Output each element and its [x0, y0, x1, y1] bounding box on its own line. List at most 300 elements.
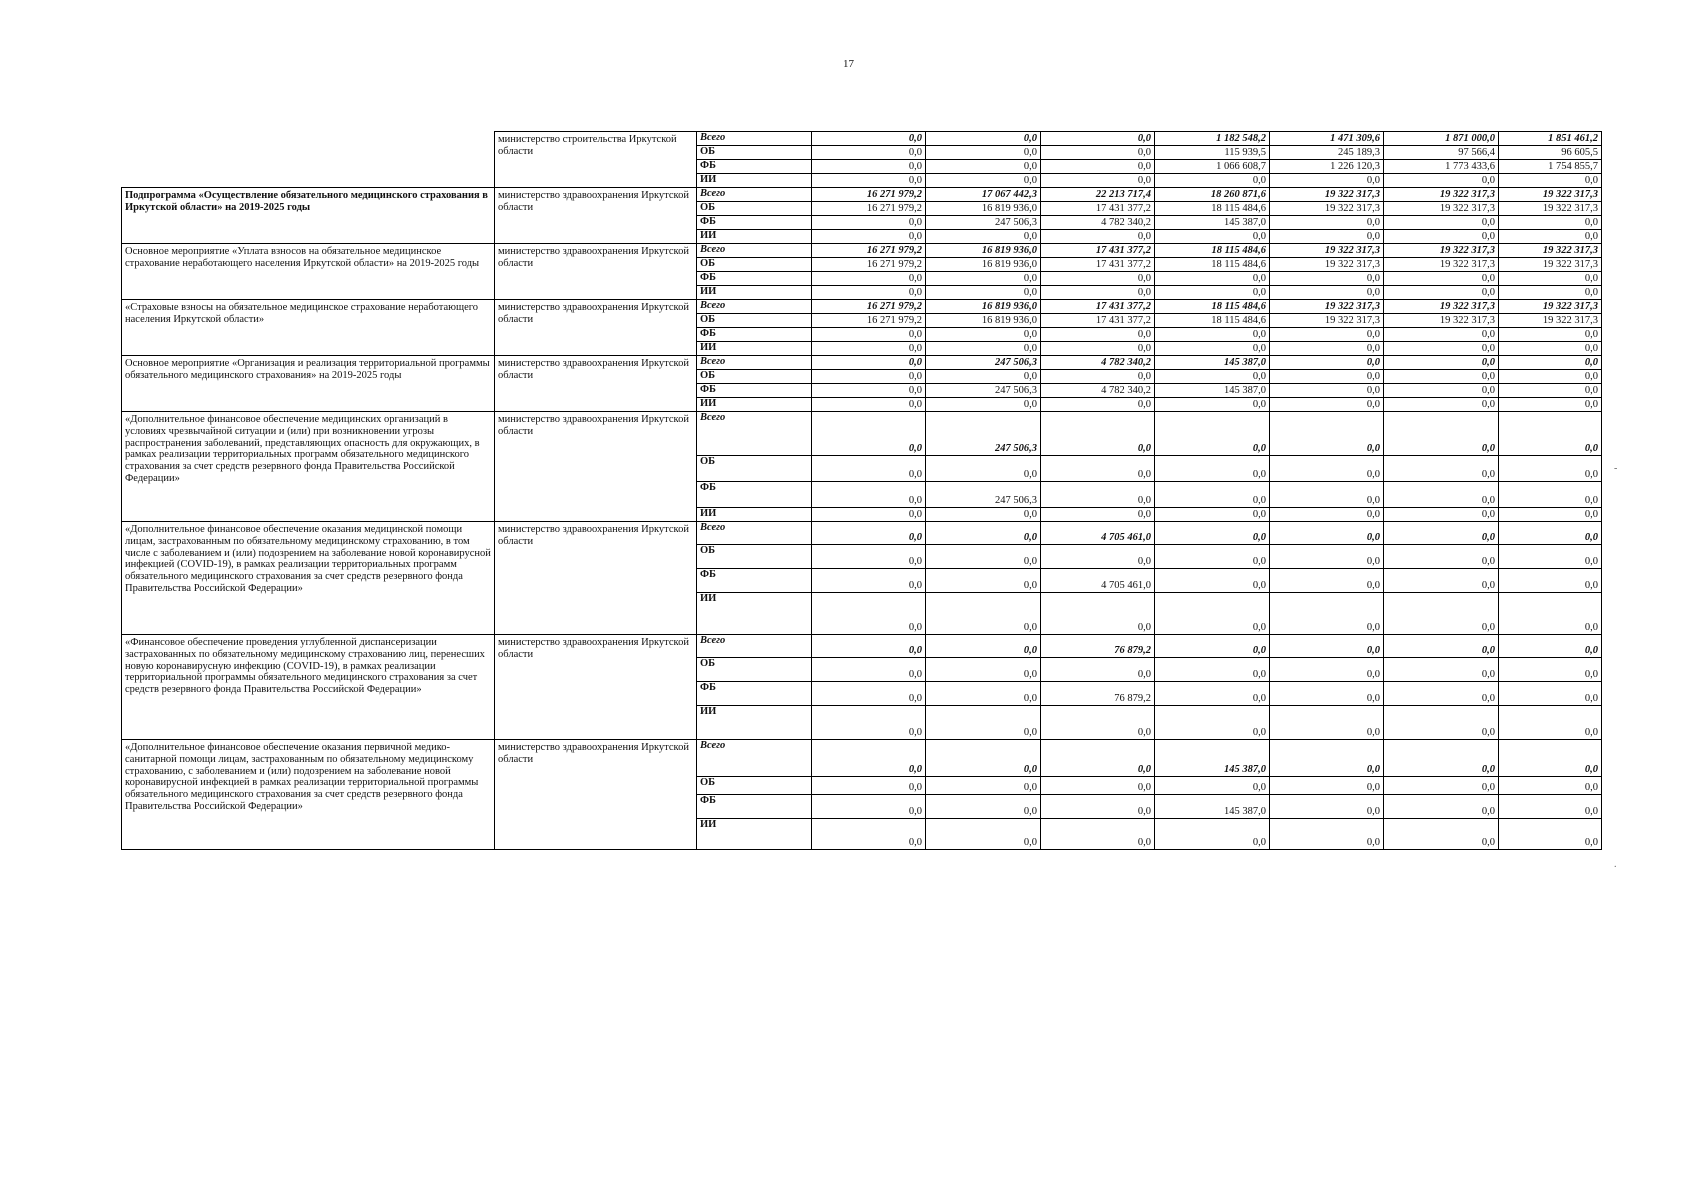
amount-cell: 19 322 317,3 — [1270, 244, 1384, 258]
amount-cell: 19 322 317,3 — [1270, 314, 1384, 328]
amount-cell: 0,0 — [1155, 682, 1270, 706]
amount-cell: 0,0 — [812, 398, 926, 412]
amount-cell: 0,0 — [1041, 272, 1155, 286]
amount-cell: 0,0 — [812, 777, 926, 795]
measure-name: Основное мероприятие «Уплата взносов на обязательное медицинское страхование неработающего населения Иркутской области» на 2019-2025 годы — [122, 244, 495, 300]
funding-source: ОБ — [697, 777, 812, 795]
amount-cell: 0,0 — [812, 658, 926, 682]
amount-cell: 17 431 377,2 — [1041, 202, 1155, 216]
amount-cell: 0,0 — [1155, 482, 1270, 508]
amount-cell: 0,0 — [1499, 370, 1602, 384]
amount-cell: 0,0 — [1499, 635, 1602, 658]
funding-source: Всего — [697, 412, 812, 456]
amount-cell: 0,0 — [1270, 456, 1384, 482]
amount-cell: 0,0 — [812, 412, 926, 456]
amount-cell: 0,0 — [1499, 658, 1602, 682]
amount-cell: 4 705 461,0 — [1041, 569, 1155, 593]
measure-name: Подпрограмма «Осуществление обязательного медицинского страхования в Иркутской области» на 2019-2025 годы — [122, 188, 495, 244]
amount-cell: 0,0 — [926, 795, 1041, 819]
amount-cell: 0,0 — [1155, 342, 1270, 356]
amount-cell: 0,0 — [1155, 635, 1270, 658]
responsible-executor: министерство здравоохранения Иркутской области — [495, 635, 697, 740]
amount-cell: 0,0 — [1499, 328, 1602, 342]
amount-cell: 0,0 — [1499, 522, 1602, 545]
amount-cell: 0,0 — [1499, 740, 1602, 777]
amount-cell: 0,0 — [1384, 522, 1499, 545]
amount-cell: 0,0 — [1384, 740, 1499, 777]
amount-cell: 0,0 — [926, 230, 1041, 244]
amount-cell: 0,0 — [1499, 342, 1602, 356]
amount-cell: 0,0 — [812, 384, 926, 398]
amount-cell: 0,0 — [1384, 706, 1499, 740]
amount-cell: 0,0 — [812, 545, 926, 569]
amount-cell: 0,0 — [926, 522, 1041, 545]
amount-cell: 19 322 317,3 — [1384, 244, 1499, 258]
amount-cell: 19 322 317,3 — [1384, 188, 1499, 202]
amount-cell: 0,0 — [1041, 740, 1155, 777]
table-row — [122, 740, 1602, 777]
amount-cell: 0,0 — [1270, 412, 1384, 456]
amount-cell: 0,0 — [926, 456, 1041, 482]
amount-cell: 0,0 — [926, 160, 1041, 174]
amount-cell: 0,0 — [1384, 286, 1499, 300]
table-row — [122, 244, 1602, 258]
amount-cell: 0,0 — [1384, 342, 1499, 356]
table-row — [122, 132, 1602, 146]
amount-cell: 1 754 855,7 — [1499, 160, 1602, 174]
amount-cell: 0,0 — [812, 795, 926, 819]
amount-cell: 0,0 — [1499, 545, 1602, 569]
funding-source: ОБ — [697, 146, 812, 160]
amount-cell: 17 431 377,2 — [1041, 244, 1155, 258]
amount-cell: 0,0 — [1270, 370, 1384, 384]
amount-cell: 16 819 936,0 — [926, 314, 1041, 328]
amount-cell: 0,0 — [926, 132, 1041, 146]
amount-cell: 16 819 936,0 — [926, 244, 1041, 258]
amount-cell: 145 387,0 — [1155, 740, 1270, 777]
amount-cell: 0,0 — [1384, 545, 1499, 569]
amount-cell: 19 322 317,3 — [1499, 244, 1602, 258]
amount-cell: 0,0 — [1041, 286, 1155, 300]
amount-cell: 0,0 — [1155, 706, 1270, 740]
funding-source: Всего — [697, 635, 812, 658]
amount-cell: 145 387,0 — [1155, 384, 1270, 398]
amount-cell: 115 939,5 — [1155, 146, 1270, 160]
funding-source: ФБ — [697, 160, 812, 174]
amount-cell: 16 271 979,2 — [812, 202, 926, 216]
amount-cell: 0,0 — [1155, 328, 1270, 342]
amount-cell: 0,0 — [1384, 593, 1499, 635]
amount-cell: 0,0 — [1270, 174, 1384, 188]
amount-cell: 0,0 — [1041, 508, 1155, 522]
amount-cell: 0,0 — [926, 706, 1041, 740]
funding-source: ИИ — [697, 230, 812, 244]
amount-cell: 19 322 317,3 — [1499, 188, 1602, 202]
amount-cell: 4 782 340,2 — [1041, 356, 1155, 370]
amount-cell: 16 819 936,0 — [926, 202, 1041, 216]
funding-source: ОБ — [697, 545, 812, 569]
amount-cell: 16 271 979,2 — [812, 188, 926, 202]
amount-cell: 0,0 — [1270, 658, 1384, 682]
table-row — [122, 522, 1602, 545]
scan-mark: - — [1614, 463, 1618, 474]
amount-cell: 0,0 — [1270, 545, 1384, 569]
funding-source: Всего — [697, 522, 812, 545]
amount-cell: 0,0 — [1041, 328, 1155, 342]
amount-cell: 0,0 — [1499, 593, 1602, 635]
amount-cell: 0,0 — [812, 635, 926, 658]
amount-cell: 145 387,0 — [1155, 216, 1270, 230]
amount-cell: 0,0 — [1270, 230, 1384, 244]
amount-cell: 145 387,0 — [1155, 795, 1270, 819]
responsible-executor: министерство здравоохранения Иркутской области — [495, 244, 697, 300]
funding-source: Всего — [697, 740, 812, 777]
measure-name: «Страховые взносы на обязательное медицинское страхование неработающего населения Иркутской области» — [122, 300, 495, 356]
amount-cell: 0,0 — [1384, 370, 1499, 384]
amount-cell: 97 566,4 — [1384, 146, 1499, 160]
funding-source: Всего — [697, 188, 812, 202]
amount-cell: 0,0 — [1270, 635, 1384, 658]
amount-cell: 0,0 — [1155, 272, 1270, 286]
funding-source: Всего — [697, 356, 812, 370]
amount-cell: 0,0 — [812, 682, 926, 706]
amount-cell: 0,0 — [1041, 482, 1155, 508]
amount-cell: 0,0 — [1041, 658, 1155, 682]
amount-cell: 16 819 936,0 — [926, 258, 1041, 272]
amount-cell: 0,0 — [1041, 132, 1155, 146]
amount-cell: 19 322 317,3 — [1499, 300, 1602, 314]
amount-cell: 4 782 340,2 — [1041, 384, 1155, 398]
amount-cell: 0,0 — [1041, 545, 1155, 569]
amount-cell: 0,0 — [1041, 412, 1155, 456]
amount-cell: 0,0 — [1384, 356, 1499, 370]
funding-source: ФБ — [697, 682, 812, 706]
amount-cell: 0,0 — [1499, 482, 1602, 508]
amount-cell: 0,0 — [1499, 174, 1602, 188]
amount-cell: 0,0 — [1499, 508, 1602, 522]
amount-cell: 0,0 — [1499, 398, 1602, 412]
funding-source: ОБ — [697, 658, 812, 682]
amount-cell: 0,0 — [812, 286, 926, 300]
amount-cell: 0,0 — [1270, 384, 1384, 398]
amount-cell: 0,0 — [1270, 342, 1384, 356]
amount-cell: 0,0 — [1270, 522, 1384, 545]
amount-cell: 0,0 — [812, 216, 926, 230]
amount-cell: 247 506,3 — [926, 216, 1041, 230]
measure-name: «Дополнительное финансовое обеспечение медицинских организаций в условиях чрезвычайной ситуации и (или) при возникновении угрозы распространения заболеваний, представляющих опасность для окружающих, в рамках реализации территориальных программ обязательного медицинского страхования за счет средств резервного фонда Правительства Российской Федерации» — [122, 412, 495, 522]
amount-cell: 0,0 — [926, 174, 1041, 188]
funding-source: ОБ — [697, 456, 812, 482]
amount-cell: 0,0 — [812, 342, 926, 356]
amount-cell: 0,0 — [926, 146, 1041, 160]
responsible-executor: министерство здравоохранения Иркутской области — [495, 522, 697, 635]
amount-cell: 0,0 — [1499, 569, 1602, 593]
amount-cell: 0,0 — [1270, 272, 1384, 286]
amount-cell: 0,0 — [926, 370, 1041, 384]
amount-cell: 247 506,3 — [926, 384, 1041, 398]
amount-cell: 0,0 — [1270, 706, 1384, 740]
amount-cell: 0,0 — [1155, 456, 1270, 482]
amount-cell: 0,0 — [812, 132, 926, 146]
amount-cell: 0,0 — [1384, 398, 1499, 412]
amount-cell: 0,0 — [1384, 635, 1499, 658]
amount-cell: 0,0 — [1270, 328, 1384, 342]
amount-cell: 0,0 — [1384, 230, 1499, 244]
amount-cell: 0,0 — [926, 658, 1041, 682]
amount-cell: 0,0 — [1499, 286, 1602, 300]
amount-cell: 19 322 317,3 — [1270, 300, 1384, 314]
funding-source: ОБ — [697, 370, 812, 384]
amount-cell: 0,0 — [1155, 286, 1270, 300]
amount-cell: 0,0 — [1155, 398, 1270, 412]
amount-cell: 4 782 340,2 — [1041, 216, 1155, 230]
table-row — [122, 635, 1602, 658]
amount-cell: 1 471 309,6 — [1270, 132, 1384, 146]
amount-cell: 0,0 — [1270, 216, 1384, 230]
amount-cell: 0,0 — [1499, 412, 1602, 456]
amount-cell: 18 115 484,6 — [1155, 314, 1270, 328]
amount-cell: 0,0 — [1270, 777, 1384, 795]
amount-cell: 17 067 442,3 — [926, 188, 1041, 202]
amount-cell: 0,0 — [926, 740, 1041, 777]
amount-cell: 19 322 317,3 — [1499, 202, 1602, 216]
amount-cell: 0,0 — [1270, 398, 1384, 412]
amount-cell: 0,0 — [812, 174, 926, 188]
amount-cell: 0,0 — [1155, 370, 1270, 384]
amount-cell: 245 189,3 — [1270, 146, 1384, 160]
amount-cell: 0,0 — [1155, 174, 1270, 188]
table-row — [122, 188, 1602, 202]
table-row — [122, 300, 1602, 314]
responsible-executor: министерство строительства Иркутской области — [495, 132, 697, 188]
amount-cell: 17 431 377,2 — [1041, 314, 1155, 328]
amount-cell: 16 271 979,2 — [812, 314, 926, 328]
amount-cell: 0,0 — [1155, 508, 1270, 522]
funding-source: ФБ — [697, 795, 812, 819]
amount-cell: 0,0 — [1155, 522, 1270, 545]
amount-cell: 0,0 — [1041, 174, 1155, 188]
amount-cell: 0,0 — [812, 593, 926, 635]
amount-cell: 0,0 — [812, 569, 926, 593]
responsible-executor: министерство здравоохранения Иркутской области — [495, 300, 697, 356]
amount-cell: 17 431 377,2 — [1041, 300, 1155, 314]
amount-cell: 76 879,2 — [1041, 682, 1155, 706]
responsible-executor: министерство здравоохранения Иркутской области — [495, 740, 697, 850]
funding-source: ФБ — [697, 482, 812, 508]
amount-cell: 0,0 — [1270, 740, 1384, 777]
amount-cell: 0,0 — [1041, 706, 1155, 740]
amount-cell: 18 115 484,6 — [1155, 258, 1270, 272]
amount-cell: 0,0 — [1155, 412, 1270, 456]
amount-cell: 19 322 317,3 — [1384, 300, 1499, 314]
funding-source: Всего — [697, 300, 812, 314]
amount-cell: 0,0 — [1041, 795, 1155, 819]
amount-cell: 0,0 — [926, 508, 1041, 522]
amount-cell: 0,0 — [812, 819, 926, 850]
amount-cell: 0,0 — [1499, 216, 1602, 230]
amount-cell: 0,0 — [926, 342, 1041, 356]
amount-cell: 0,0 — [1270, 795, 1384, 819]
amount-cell: 0,0 — [812, 508, 926, 522]
amount-cell: 0,0 — [1155, 658, 1270, 682]
amount-cell: 0,0 — [812, 230, 926, 244]
amount-cell: 18 260 871,6 — [1155, 188, 1270, 202]
amount-cell: 18 115 484,6 — [1155, 300, 1270, 314]
amount-cell: 0,0 — [1041, 777, 1155, 795]
amount-cell: 1 066 608,7 — [1155, 160, 1270, 174]
amount-cell: 0,0 — [1499, 682, 1602, 706]
funding-source: ИИ — [697, 508, 812, 522]
budget-table — [121, 131, 1602, 850]
funding-source: ИИ — [697, 342, 812, 356]
amount-cell: 19 322 317,3 — [1270, 258, 1384, 272]
amount-cell: 0,0 — [1499, 230, 1602, 244]
funding-source: ИИ — [697, 819, 812, 850]
funding-source: ОБ — [697, 258, 812, 272]
funding-source: ОБ — [697, 314, 812, 328]
amount-cell: 0,0 — [1270, 569, 1384, 593]
amount-cell: 1 182 548,2 — [1155, 132, 1270, 146]
amount-cell: 247 506,3 — [926, 482, 1041, 508]
amount-cell: 0,0 — [926, 286, 1041, 300]
amount-cell: 0,0 — [1384, 658, 1499, 682]
responsible-executor: министерство здравоохранения Иркутской области — [495, 188, 697, 244]
funding-source: ИИ — [697, 593, 812, 635]
amount-cell: 0,0 — [1499, 777, 1602, 795]
amount-cell: 0,0 — [1270, 682, 1384, 706]
funding-source: ИИ — [697, 398, 812, 412]
amount-cell: 0,0 — [1270, 508, 1384, 522]
amount-cell: 0,0 — [1041, 593, 1155, 635]
amount-cell: 0,0 — [926, 398, 1041, 412]
funding-source: ИИ — [697, 706, 812, 740]
amount-cell: 0,0 — [1499, 356, 1602, 370]
amount-cell: 0,0 — [1270, 593, 1384, 635]
amount-cell: 0,0 — [1041, 398, 1155, 412]
amount-cell: 0,0 — [1155, 777, 1270, 795]
amount-cell: 0,0 — [1041, 342, 1155, 356]
amount-cell: 19 322 317,3 — [1499, 258, 1602, 272]
amount-cell: 18 115 484,6 — [1155, 202, 1270, 216]
amount-cell: 0,0 — [1270, 819, 1384, 850]
amount-cell: 0,0 — [1384, 777, 1499, 795]
amount-cell: 1 226 120,3 — [1270, 160, 1384, 174]
amount-cell: 17 431 377,2 — [1041, 258, 1155, 272]
amount-cell: 19 322 317,3 — [1384, 202, 1499, 216]
amount-cell: 0,0 — [926, 569, 1041, 593]
amount-cell: 1 871 000,0 — [1384, 132, 1499, 146]
amount-cell: 0,0 — [1384, 272, 1499, 286]
amount-cell: 0,0 — [1384, 682, 1499, 706]
responsible-executor: министерство здравоохранения Иркутской области — [495, 356, 697, 412]
amount-cell: 0,0 — [926, 593, 1041, 635]
funding-source: ФБ — [697, 569, 812, 593]
amount-cell: 76 879,2 — [1041, 635, 1155, 658]
amount-cell: 0,0 — [812, 482, 926, 508]
amount-cell: 16 819 936,0 — [926, 300, 1041, 314]
amount-cell: 0,0 — [1155, 569, 1270, 593]
amount-cell: 19 322 317,3 — [1384, 258, 1499, 272]
amount-cell: 0,0 — [926, 635, 1041, 658]
amount-cell: 0,0 — [1384, 569, 1499, 593]
amount-cell: 16 271 979,2 — [812, 244, 926, 258]
amount-cell: 0,0 — [1155, 230, 1270, 244]
amount-cell: 19 322 317,3 — [1270, 188, 1384, 202]
amount-cell: 0,0 — [812, 160, 926, 174]
amount-cell: 0,0 — [1041, 230, 1155, 244]
amount-cell: 0,0 — [1384, 384, 1499, 398]
funding-source: ФБ — [697, 384, 812, 398]
funding-source: ИИ — [697, 286, 812, 300]
amount-cell: 0,0 — [1384, 412, 1499, 456]
amount-cell: 0,0 — [812, 706, 926, 740]
amount-cell: 145 387,0 — [1155, 356, 1270, 370]
amount-cell: 0,0 — [1041, 819, 1155, 850]
funding-source: Всего — [697, 132, 812, 146]
amount-cell: 0,0 — [1499, 819, 1602, 850]
measure-name: «Дополнительное финансовое обеспечение оказания медицинской помощи лицам, застрахованным по обязательному медицинскому страхованию, в том числе с заболеванием и (или) подозрением на заболевание новой коронавирусной инфекцией (COVID-19), в рамках реализации территориальных программ обязательного медицинского страхования за счет средств резервного фонда Правительства Российской Федерации» — [122, 522, 495, 635]
amount-cell: 0,0 — [926, 272, 1041, 286]
amount-cell: 0,0 — [1384, 819, 1499, 850]
measure-name: «Финансовое обеспечение проведения углубленной диспансеризации застрахованных по обязательному медицинскому страхованию лиц, перенесших новую коронавирусную инфекцию (COVID-19), в рамках реализации территориальной программы обязательного медицинского страхования за счет средств резервного фонда Правительства Российской Федерации» — [122, 635, 495, 740]
amount-cell: 96 605,5 — [1499, 146, 1602, 160]
table-row — [122, 356, 1602, 370]
amount-cell: 0,0 — [1270, 286, 1384, 300]
amount-cell: 0,0 — [926, 777, 1041, 795]
amount-cell: 0,0 — [1270, 356, 1384, 370]
amount-cell: 18 115 484,6 — [1155, 244, 1270, 258]
amount-cell: 0,0 — [1041, 456, 1155, 482]
amount-cell: 0,0 — [812, 272, 926, 286]
amount-cell: 247 506,3 — [926, 412, 1041, 456]
amount-cell: 0,0 — [1499, 272, 1602, 286]
amount-cell: 16 271 979,2 — [812, 258, 926, 272]
amount-cell: 0,0 — [1270, 482, 1384, 508]
amount-cell: 1 851 461,2 — [1499, 132, 1602, 146]
funding-source: ОБ — [697, 202, 812, 216]
amount-cell: 0,0 — [1499, 706, 1602, 740]
amount-cell: 0,0 — [1384, 216, 1499, 230]
amount-cell: 0,0 — [812, 356, 926, 370]
amount-cell: 19 322 317,3 — [1270, 202, 1384, 216]
amount-cell: 0,0 — [1499, 795, 1602, 819]
page-number: 17 — [843, 58, 854, 70]
amount-cell: 0,0 — [1041, 370, 1155, 384]
amount-cell: 0,0 — [1384, 174, 1499, 188]
amount-cell: 0,0 — [1384, 482, 1499, 508]
amount-cell: 16 271 979,2 — [812, 300, 926, 314]
amount-cell: 0,0 — [1499, 384, 1602, 398]
amount-cell: 0,0 — [1384, 456, 1499, 482]
amount-cell: 19 322 317,3 — [1499, 314, 1602, 328]
amount-cell: 0,0 — [1155, 819, 1270, 850]
responsible-executor: министерство здравоохранения Иркутской области — [495, 412, 697, 522]
amount-cell: 1 773 433,6 — [1384, 160, 1499, 174]
amount-cell: 0,0 — [1499, 456, 1602, 482]
amount-cell: 247 506,3 — [926, 356, 1041, 370]
amount-cell: 19 322 317,3 — [1384, 314, 1499, 328]
amount-cell: 22 213 717,4 — [1041, 188, 1155, 202]
amount-cell: 0,0 — [812, 370, 926, 384]
measure-name: «Дополнительное финансовое обеспечение оказания первичной медико-санитарной помощи лицам, застрахованным по обязательному медицинскому страхованию, с заболеванием и (или) подозрением на заболевание новой коронавирусной инфекцией в рамках реализации территориальной программы обязательного медицинского страхования за счет средств резервного фонда Правительства Российской Федерации» — [122, 740, 495, 850]
amount-cell: 0,0 — [926, 682, 1041, 706]
amount-cell: 0,0 — [1384, 508, 1499, 522]
amount-cell: 0,0 — [812, 522, 926, 545]
amount-cell: 0,0 — [1155, 545, 1270, 569]
amount-cell: 0,0 — [1041, 160, 1155, 174]
measure-name: Основное мероприятие «Организация и реализация территориальной программы обязательного медицинского страхования» на 2019-2025 годы — [122, 356, 495, 412]
amount-cell: 0,0 — [1041, 146, 1155, 160]
